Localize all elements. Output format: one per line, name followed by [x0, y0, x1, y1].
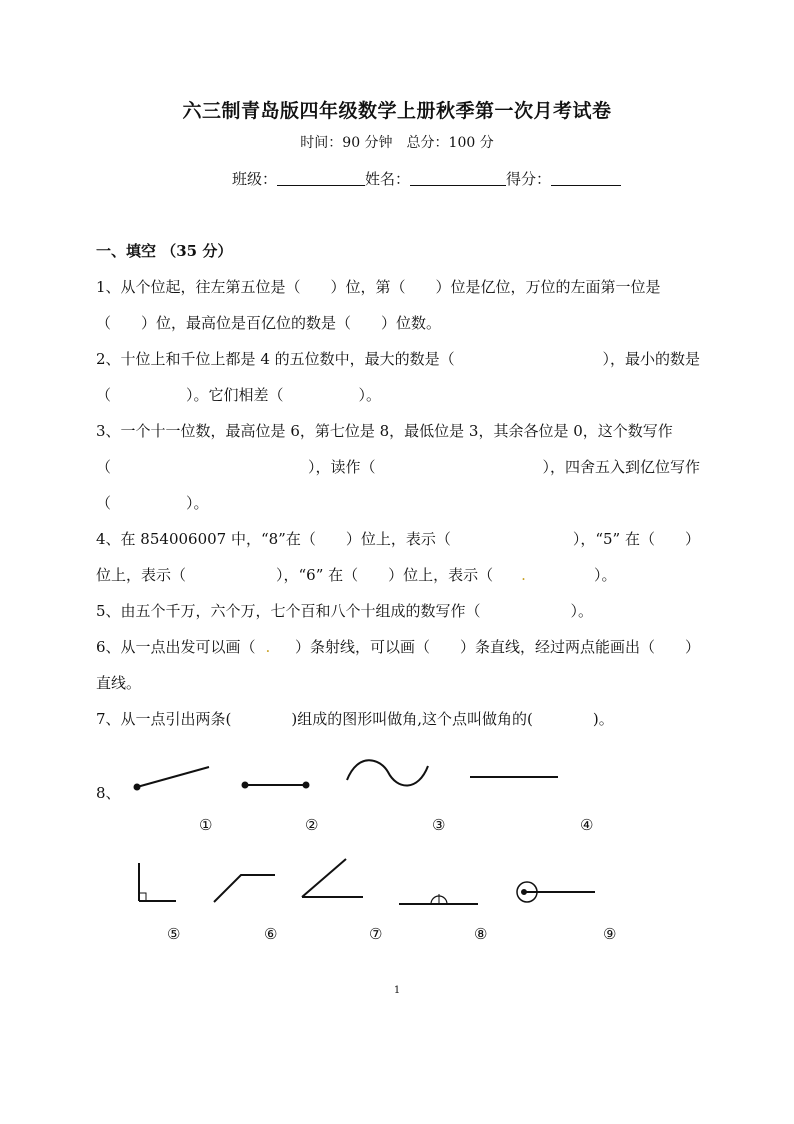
name-label: 姓名： [365, 170, 411, 188]
figure-2-segment [243, 783, 309, 788]
q3-line-2b: ），读作（ [307, 458, 376, 476]
exam-subtitle: 时间：90 分钟 总分：100 分 [300, 135, 494, 151]
q3-line-1: 3、一个十一位数，最高位是 6，第七位是 8，最低位是 3，其余各位是 0，这个数写作 [96, 422, 673, 440]
figure-9-circle-ray [517, 882, 595, 902]
figure-label-2: ② [305, 816, 319, 834]
figure-7-angle [302, 859, 363, 897]
figure-label-9: ⑨ [603, 925, 617, 943]
figure-5-right-angle [139, 863, 176, 901]
figure-8-straight-angle [399, 894, 478, 904]
q4-line-2a: 位上，表示（ ），“6” 在（ ）位上，表示（ [96, 566, 494, 584]
q2-line-1b: ），最小的数是 [602, 350, 700, 368]
figure-label-8: ⑧ [474, 925, 488, 943]
q6-dot-mark: . [265, 638, 271, 656]
figure-6-broken-line [214, 875, 275, 902]
q6-line-2: 直线。 [96, 674, 142, 692]
q2-line-1a: 2、十位上和千位上都是 4 的五位数中，最大的数是（ [96, 350, 455, 368]
q3-line-3: （ ）。 [96, 494, 209, 512]
figure-label-1: ① [199, 816, 213, 834]
section-heading: 一、填空 （35 分） [96, 242, 233, 260]
score-label: 得分： [506, 170, 552, 188]
q4-line-1a: 4、在 854006007 中，“8”在（ ）位上，表示（ [96, 530, 451, 548]
q3-line-2a: （ [96, 458, 112, 476]
q2-line-2: （ ）。它们相差（ ）。 [96, 386, 382, 404]
q8-label: 8、 [96, 784, 121, 802]
q7-line-1: 7、从一点引出两条( )组成的图形叫做角,这个点叫做角的( )。 [96, 710, 614, 728]
q1-line-1: 1、从个位起，往左第五位是（ ）位，第（ ）位是亿位，万位的左面第一位是 [96, 278, 661, 296]
class-label: 班级： [232, 170, 278, 188]
q4-line-1b: ），“5” 在（ ） [572, 530, 700, 548]
q5-line-1: 5、由五个千万，六个万，七个百和八个十组成的数写作（ ）。 [96, 602, 594, 620]
figure-label-4: ④ [580, 816, 594, 834]
figure-3-curve [347, 760, 428, 785]
figure-label-5: ⑤ [167, 925, 181, 943]
q1-line-2: （ ）位，最高位是百亿位的数是（ ）位数。 [96, 314, 442, 332]
figure-label-7: ⑦ [369, 925, 383, 943]
figure-1-ray [135, 767, 210, 790]
q3-line-2c: ），四舍五入到亿位写作 [542, 458, 700, 476]
q6-line-1a: 6、从一点出发可以画（ [96, 638, 256, 656]
exam-title: 六三制青岛版四年级数学上册秋季第一次月考试卷 [182, 100, 612, 122]
q4-line-2b: ）。 [593, 566, 617, 584]
figure-label-3: ③ [432, 816, 446, 834]
page-number: 1 [393, 985, 401, 996]
figure-label-6: ⑥ [264, 925, 278, 943]
q6-line-1b: ）条射线，可以画（ ）条直线，经过两点能画出（ ） [294, 638, 700, 656]
q4-dot-mark: . [521, 566, 526, 584]
